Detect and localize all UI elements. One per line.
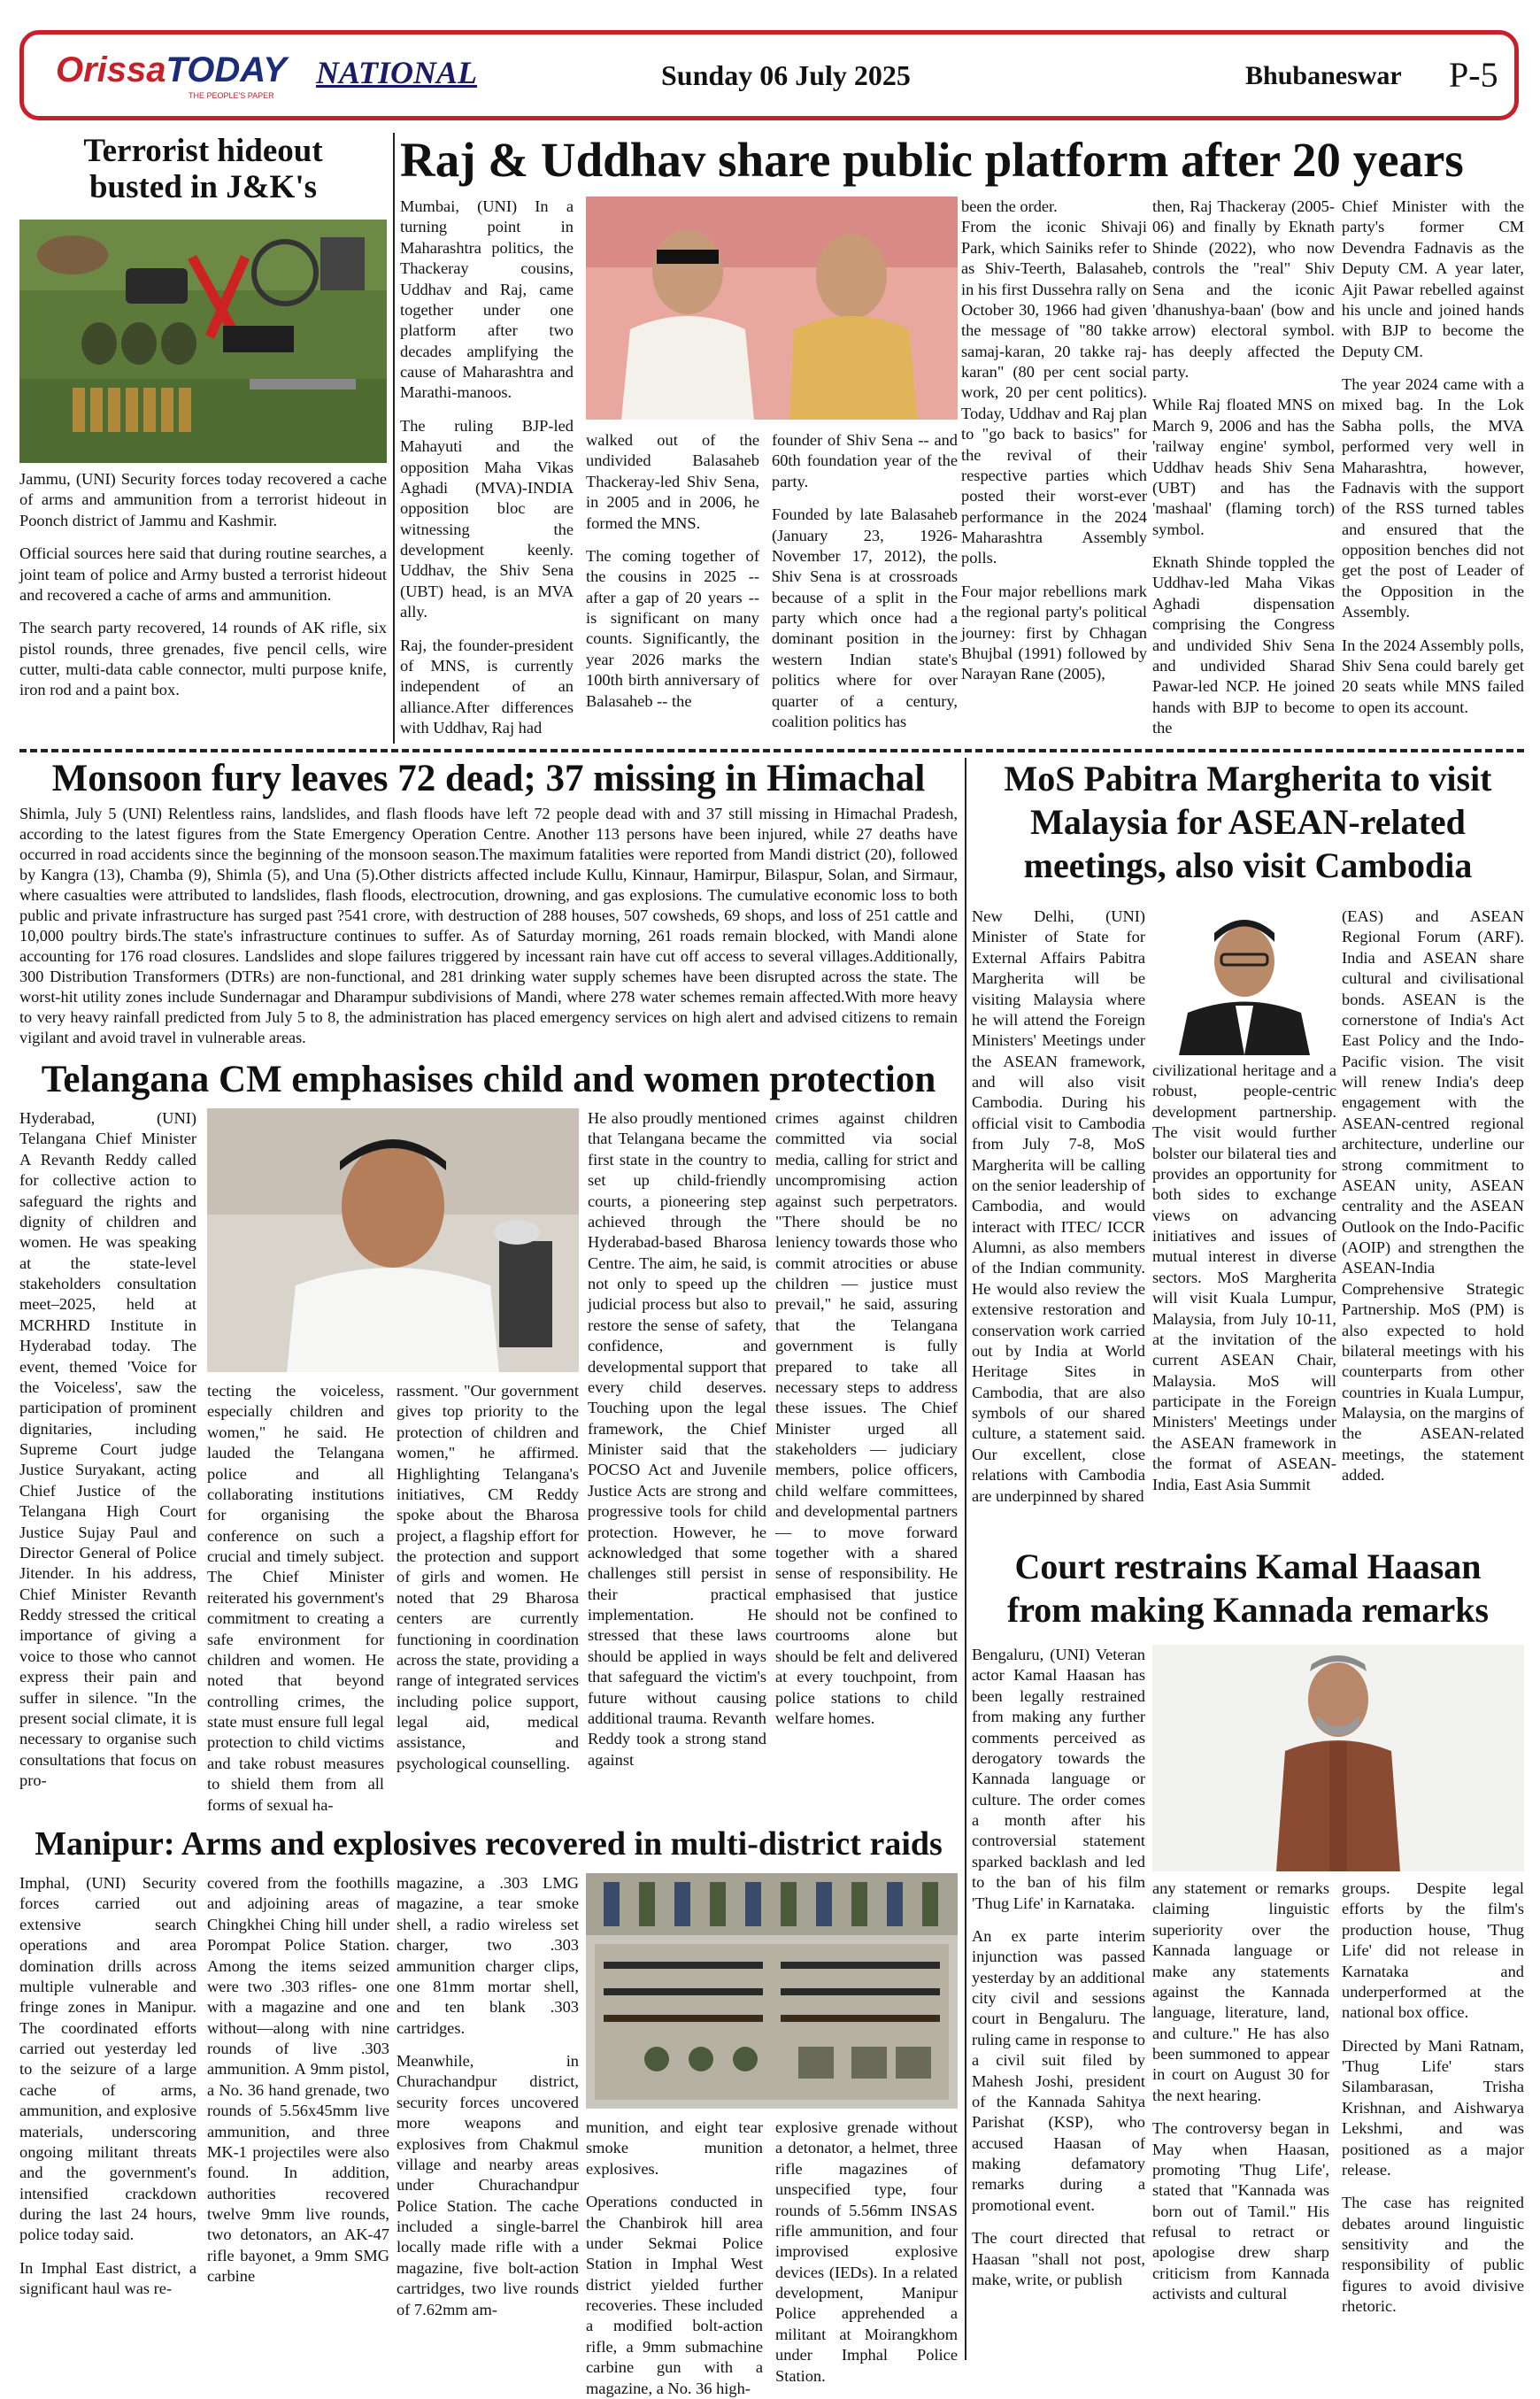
telangana-col-2: tecting the voiceless, especially children and women," he said. He lauded the Telangana police and all collaborating institutions for organising the conference on such a crucial and timely subject. The Chief Minister reiterated his government's commitment to creating a safe environment for children and women. He noted that beyond controlling crimes, the state must ensure full legal protection to child victims and take robust measures to shield them from all forms of sexual ha- — [207, 1382, 384, 1814]
manipur-headline: Manipur: Arms and explosives recovered in multi-district raids — [35, 1825, 943, 1863]
kamal-haasan-image — [1152, 1645, 1524, 1871]
monsoon-headline: Monsoon fury leaves 72 dead; 37 missing in Himachal — [51, 758, 926, 799]
raj-col-3: founder of Shiv Sena -- and 60th foundation year of the party. Founded by late Balasaheb (January 23, 1926-November 17, 2012), the Shiv Sena is at crossroads because of a split in the party which once had a dominant position in the western Indian state's politics where for over quarter of a century, coalition politics has — [772, 431, 958, 730]
masthead — [19, 30, 1519, 120]
mos-headline: MoS Pabitra Margherita to visit Malaysia for ASEAN-related meetings, also visit Cambodia — [1004, 759, 1492, 885]
column-rule — [965, 758, 966, 2360]
manipur-col-2: covered from the foothills and adjoining areas of Chingkhei Ching hill under Porompat Police Station. Among the items seized were two .303 rifles- one with a magazine and one without—along with nine rounds of live .303 ammunition. A 9mm pistol, a No. 36 hand grenade, two rounds of 5.56x45mm live ammunition, and three MK-1 projectiles were also found. In addition, authorities recovered twelve 9mm live rounds, two detonators, an AK-47 rifle bayonet, a 9mm SMG carbine — [207, 1874, 389, 2286]
telangana-col-1: Hyderabad, (UNI) Telangana Chief Minister A Revanth Reddy called for collective action to safeguard the rights and dignity of children and women. He was speaking at the state-level stakeholders consultation meet–2025, held at MCRHRD Institute in Hyderabad today. The event, themed 'Voice for the Voiceless', saw the participation of prominent dignitaries, including Supreme Court judge Justice Suryakant, acting Chief Justice of the Telangana High Court Justice Sujay Paul and Director General of Police Jitender. In his address, Chief Minister Revanth Reddy stressed the critical importance of giving a voice to those who cannot express their pain and suffer in silence. "In the present social climate, it is necessary to organise such consultations that focus on pro- — [19, 1109, 196, 1789]
kamal-haasan-photo — [1152, 1645, 1524, 1871]
seized-arms-photo — [586, 1873, 958, 2109]
page-number: P-5 — [1449, 55, 1498, 95]
raj-col-2: walked out of the undivided Balasaheb Thackeray-led Shiv Sena, in 2005 and in 2006, he formed the MNS. The coming together of the cousins in 2025 -- after a gap of 20 years -- is significant on many counts. Significantly, the year 2026 marks the 100th birth anniversary of Balasaheb -- the — [586, 431, 759, 710]
raj-uddhav-image — [586, 197, 958, 420]
terror-headline: Terrorist hideout busted in J&K's — [83, 133, 323, 206]
raj-col-4: been the order. From the iconic Shivaji Park, which Sainiks refer to as Shiv-Teerth, Balasaheb, in his first Dussehra rally on October 30, 1966 had given the message of "80 takke samaj-karan, 20 takke raj-karan" (80 per cent social work, 20 per cent politics). Today, Uddhav and Raj plan to "go back to basics" for the revival of their respective parties which posted their worst-ever performance in the 2024 Maharashtra Assembly polls. Four major rebellions mark the regional party's political journey: first by Chhagan Bhujbal (1991) followed by Narayan Rane (2005), — [961, 197, 1147, 683]
weapons-cache-image — [19, 220, 387, 463]
raj-col-5: then, Raj Thackeray (2005-06) and finally by Eknath Shinde (2022), who now controls the "real" Shiv Sena and the iconic 'dhanushya-baan' (bow and arrow) electoral symbol. has deeply affected the party. While Raj floated MNS on March 9, 2006 and has the 'railway engine' symbol, Uddhav heads Shiv Sena (UBT) and has the 'mashaal' (flaming torch) symbol. Eknath Shinde toppled the Uddhav-led Maha Vikas Aghadi dispensation comprising the Congress and undivided Shiv Sena and undivided Sharad Pawar-led NCP. He joined hands with BJP to become the — [1152, 197, 1335, 737]
issue-date: Sunday 06 July 2025 — [661, 59, 911, 91]
newspaper-logo: OrissaTODAY THE PEOPLE'S PAPER — [56, 50, 287, 100]
telangana-col-4: He also proudly mentioned that Telangana became the first state in the country to set up child-friendly courts, a pioneering step achieved through the Hyderabad-based Bharosa Centre. The aim, he said, is not only to speed up the judicial process but also to restore the sense of safety, confidence, and developmental support that every child deserves. Touching upon the legal framework, the Chief Minister said that the POCSO Act and Juvenile Justice Acts are strong and progressive tools for child protection. However, he acknowledged that some challenges still persist in their practical implementation. He stressed that these laws should be applied in ways that safeguard the victim's future without causing additional trauma. Revanth Reddy took a strong stand against — [588, 1109, 766, 1769]
column-rule — [393, 133, 395, 744]
revanth-reddy-image — [207, 1108, 579, 1372]
raj-uddhav-headline: Raj & Uddhav share public platform after 20 years — [400, 133, 1464, 187]
telangana-col-3: rassment. "Our government gives top priority to the protection of children and women," he affirmed. Highlighting Telangana's initiatives, CM Reddy spoke about the Bharosa project, a flagship effort for the protection and support of girls and women. He noted that 29 Bharosa centers are currently functioning in coordination across the state, providing a range of integrated services including police support, legal aid, medical assistance, and psychological counselling. — [397, 1382, 579, 1772]
monsoon-body: Shimla, July 5 (UNI) Relentless rains, landslides, and flash floods have left 72 people dead with and 37 still missing in Himachal Pradesh, according to the latest figures from the State Emergency Operation Centre. Another 113 persons have been injured, while 27 deaths have occurred in road accidents since the beginning of the monsoon season.The maximum fatalities were reported from Mandi district (20), followed by Kangra (13), Chamba (9), Shimla (5), and Una (5).Other districts affected include Kullu, Kinnaur, Hamirpur, Bilaspur, Solan, and Sirmaur, where casualties were attributed to landslides, flash floods, electrocution, drowning, and gas explosions. The cumulative economic loss to both public and private infrastructure has surged past ?541 crore, with destruction of 288 houses, 507 cowsheds, 69 shops, and loss of 251 cattle and 10,000 poultry birds.The state's infrastructure continues to suffer. As of Saturday morning, 261 roads remain blocked, with Mandi alone accounting for 176 road closures. Landslides and slope failures triggered by incessant rain have cut off access to several villages.Additionally, 300 Distribution Transformers (DTRs) are non-functional, and 281 drinking water supply schemes have been disrupted across the state. The worst-hit utility zones include Sundernagar and Dharampur subdivisions of Mandi, where 278 water schemes remain affected.With more heavy to very heavy rainfall predicted from July 5 to 8, the administration has placed emergency services on high alert and advised citizens to remain vigilant and avoid travel in vulnerable areas. — [19, 805, 958, 1047]
weapons-cache-photo — [19, 220, 387, 463]
manipur-col-5: explosive grenade without a detonator, a helmet, three rifle magazines of unspecified type, four rounds of 5.56mm INSAS rifle ammunition, and four improvised explosive devices (IEDs). In a related development, Manipur Police apprehended a militant at Moirangkhom under Imphal Police Station. — [775, 2118, 958, 2385]
kamal-col-3: groups. Despite legal efforts by the film's production house, 'Thug Life' did not release in Karnataka and underperformed at the national box office. Directed by Mani Ratnam, 'Thug Life' stars Silambarasan, Trisha Krishnan, and Aishwarya Lekshmi, and was positioned as a major release. The case has reignited debates around linguistic sensitivity and the responsibility of public figures to avoid divisive rhetoric. — [1342, 1879, 1524, 2316]
telangana-headline: Telangana CM emphasises child and women protection — [41, 1059, 936, 1100]
pabitra-margherita-photo — [1152, 906, 1336, 1055]
manipur-col-1: Imphal, (UNI) Security forces carried out extensive search operations and area domination drills across multiple vulnerable and fringe zones in Manipur. The coordinated efforts carried out yesterday led to the seizure of a large cache of arms, ammunition, and explosive materials, underscoring ongoing militant threats and the government's intensified crackdown during the last 24 hours, police today said. In Imphal East district, a significant haul was re- — [19, 1874, 196, 2298]
raj-uddhav-photo — [586, 197, 958, 420]
manipur-col-4: munition, and eight tear smoke munition explosives. Operations conducted in the Chanbirok hill area under Sekmai Police Station in Imphal West district yielded further recoveries. These included a modified bolt-action rifle, a 9mm submachine carbine gun with a magazine, a No. 36 high- — [586, 2118, 763, 2397]
mos-col-1: New Delhi, (UNI) Minister of State for External Affairs Pabitra Margherita will be visiting Malaysia where he will attend the Foreign Ministers' Meetings under the ASEAN framework, and will also visit Cambodia. During his official visit to Cambodia from July 7-8, MoS Margherita will be calling on the senior leadership of Cambodia, and would interact with ITEC/ ICCR Alumni, as also members of the Indian community. He would also review the extensive restoration and conservation work carried out by India at World Heritage Sites in Cambodia, that are also symbols of our shared culture, a statement said. Our excellent, close relations with Cambodia are underpinned by shared — [972, 907, 1145, 1505]
raj-col-1: Mumbai, (UNI) In a turning point in Maharashtra politics, the Thackeray cousins, Uddhav and Raj, came together under one platform after two decades amplifying the cause of Maharashtra and Marathi-manoos. The ruling BJP-led Mahayuti and the opposition Maha Vikas Aghadi (MVA)-INDIA opposition bloc are witnessing the development keenly. Uddhav, the Shiv Sena (UBT) head, is an MVA ally. Raj, the founder-president of MNS, is currently independent of an alliance.After differences with Uddhav, Raj had — [400, 197, 574, 737]
section-divider — [19, 749, 1524, 752]
pabitra-margherita-image — [1152, 906, 1336, 1055]
seized-arms-image — [586, 1873, 958, 2109]
kamal-headline: Court restrains Kamal Haasan from making Kannada remarks — [1006, 1547, 1490, 1630]
kamal-col-2: any statement or remarks claiming linguistic superiority over the Kannada language or make any statements against the Kannada language, literature, land, and culture." He has also been summoned to appear in court on August 30 for the next hearing. The controversy began in May when Haasan, promoting 'Thug Life', stated that "Kannada was born out of Tamil." His refusal to retract or apologise drew sharp criticism from Kannada activists and cultural — [1152, 1879, 1329, 2303]
manipur-col-3: magazine, a .303 LMG magazine, a tear smoke shell, a radio wireless set charger, two .303 ammunition charger clips, one 81mm mortar shell, and ten blank .303 cartridges. Meanwhile, in Churachandpur district, security forces uncovered more weapons and explosives from Chakmul village and nearby areas under Churachandpur Police Station. The cache included a single-barrel locally made rifle with a magazine, five bolt-action cartridges, two live rounds of 7.62mm am- — [397, 1874, 579, 2318]
raj-col-6: Chief Minister with the party's former CM Devendra Fadnavis as the Deputy CM. A year later, Ajit Pawar rebelled against his uncle and joined hands with BJP to become the Deputy CM. The year 2024 came with a mixed bag. In the Lok Sabha polls, the MVA performed very well in Maharashtra, however, Fadnavis with the support of the RSS turned tables and ensured that the opposition benches did not get the post of Leader of the Opposition in the Assembly. In the 2024 Assembly polls, Shiv Sena could barely get 20 seats while MNS failed to open its account. — [1342, 197, 1524, 716]
section-name: NATIONAL — [316, 55, 478, 90]
terror-body: Jammu, (UNI) Security forces today recovered a cache of arms and ammunition from a terrorist hideout in Poonch district of Jammu and Kashmir. Official sources here said that during routine searches, a joint team of police and Army busted a terrorist hideout and recovered a cache of arms and ammunition. The search party recovered, 14 rounds of AK rifle, six pistol rounds, three grenades, five pencil cells, wire cutter, multi-data cable connector, multi purpose knife, iron rod and a paint box. — [19, 470, 387, 699]
kamal-col-1: Bengaluru, (UNI) Veteran actor Kamal Haasan has been legally restrained from making any further comments perceived as derogatory towards the Kannada language or culture. The order comes a month after his controversial statement sparked backlash and led to the ban of his film 'Thug Life' in Karnataka. An ex parte interim injunction was passed yesterday by an additional city civil and sessions court in Bengaluru. The ruling came in response to a civil suit filed by Mahesh Joshi, president of the Kannada Sahitya Parishat (KSP), who accused Haasan of making defamatory remarks during a promotional event. The court directed that Haasan "shall not post, make, write, or publish — [972, 1646, 1145, 2288]
revanth-reddy-photo — [207, 1108, 579, 1372]
edition-city: Bhubaneswar — [1245, 61, 1402, 90]
telangana-col-5: crimes against children committed via social media, calling for strict and uncompromising action against such perpetrators. "There should be no leniency towards those who commit atrocities or abuse children — justice must prevail," he said, assuring that the Telangana government is fully prepared to take all necessary steps to address these issues. The Chief Minister urged all stakeholders — judiciary members, police officers, child welfare committees, and developmental partners — to move forward together with a shared sense of responsibility. He emphasised that justice should not be confined to courtrooms alone but should be felt and delivered at every touchpoint, from police stations to child welfare homes. — [775, 1109, 958, 1727]
mos-col-2: civilizational heritage and a robust, people-centric development partnership. The visit would further bolster our bilateral ties and provides an opportunity for both sides to exchange views on advancing initiatives and issues of mutual interest in diverse sectors. MoS Margherita will visit Kuala Lumpur, Malaysia, from July 10-11, at the invitation of the current ASEAN Chair, Malaysia. MoS will participate in the Foreign Ministers' Meetings under the ASEAN framework in the format of ASEAN-India, East Asia Summit — [1152, 1061, 1336, 1493]
mos-col-3: (EAS) and ASEAN Regional Forum (ARF). India and ASEAN share cultural and civilisational bonds. ASEAN is the cornerstone of India's Act East Policy and the Indo-Pacific vision. The visit will renew India's deep engagement with the ASEAN-centred regional architecture, underline our strong commitment to ASEAN unity, ASEAN centrality and the ASEAN Outlook on the Indo-Pacific (AOIP) and strengthen the ASEAN-India Comprehensive Strategic Partnership. MoS (PM) is also expected to hold bilateral meetings with his counterparts from other countries in Kuala Lumpur, Malaysia, on the margins of the ASEAN-related meetings, the statement added. — [1342, 907, 1524, 1485]
